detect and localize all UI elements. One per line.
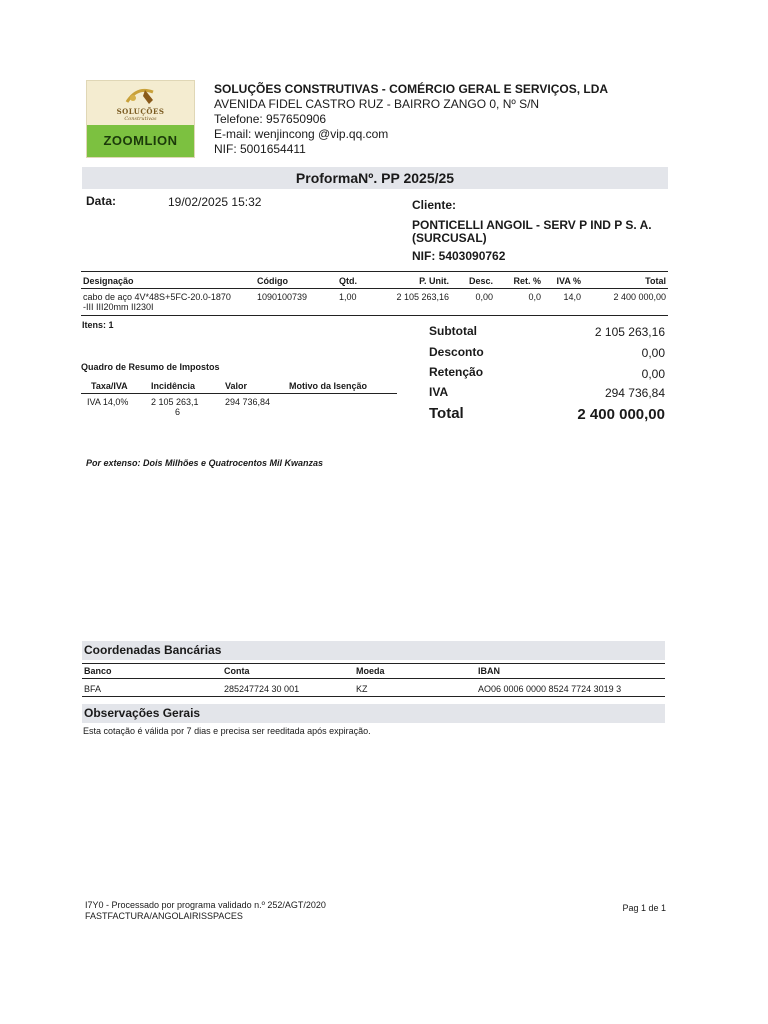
- company-phone: Telefone: 957650906: [214, 112, 327, 126]
- table-row: [81, 289, 668, 316]
- col-unit-price: P. Unit.: [383, 272, 451, 289]
- date-value: 19/02/2025 15:32: [168, 195, 262, 209]
- client-block: [412, 219, 652, 263]
- col-total: Total: [583, 272, 668, 289]
- item-designation-line1: cabo de aço 4V*48S+5FC-20.0-1870: [83, 292, 231, 302]
- vat-value: 294 736,84: [604, 386, 665, 400]
- logo-brand-text: SOLUÇÕES: [116, 107, 165, 116]
- bank-currency: KZ: [354, 679, 476, 697]
- col-retention: Ret. %: [495, 272, 543, 289]
- footer-processing-info: [85, 900, 326, 922]
- item-retention: 0,0: [495, 289, 543, 316]
- item-total: 2 400 000,00: [583, 289, 668, 316]
- items-table: [81, 271, 668, 316]
- col-tax-value: Valor: [221, 379, 285, 394]
- vat-label: IVA: [429, 385, 449, 399]
- page-number: Pag 1 de 1: [622, 903, 666, 913]
- tax-header-row: [81, 379, 397, 394]
- date-label: Data:: [86, 194, 117, 208]
- company-info: [214, 82, 608, 157]
- company-logo: [86, 80, 195, 158]
- client-name-line2: (SURCUSAL): [412, 231, 487, 245]
- item-code: 1090100739: [255, 289, 337, 316]
- bank-table: [82, 663, 665, 697]
- company-name: SOLUÇÕES CONSTRUTIVAS - COMÉRCIO GERAL E SERVIÇOS, LDA: [214, 82, 609, 96]
- tax-incidence-line2: 6: [175, 407, 181, 417]
- col-vat: IVA %: [543, 272, 583, 289]
- items-count: Itens: 1: [82, 320, 114, 330]
- company-nif: NIF: 5001654411: [214, 142, 306, 156]
- retention-label: Retenção: [429, 365, 484, 379]
- item-designation: [81, 289, 255, 316]
- tax-summary-table: [81, 379, 397, 420]
- subtotal-label: Subtotal: [429, 324, 477, 338]
- footer-line2: FASTFACTURA/ANGOLAIRISSPACES: [85, 911, 243, 921]
- tax-exemption-reason: [285, 394, 397, 421]
- item-unit-price: 2 105 263,16: [383, 289, 451, 316]
- items-header-row: [81, 272, 668, 289]
- bank-name: BFA: [82, 679, 222, 697]
- footer-line1: I7Y0 - Processado por programa validado n.º 252/AGT/2020: [85, 900, 326, 910]
- item-designation-line2: -III III20mm II230I: [83, 302, 154, 312]
- col-tax-rate: Taxa/IVA: [81, 379, 147, 394]
- col-code: Código: [255, 272, 337, 289]
- col-exemption-reason: Motivo da Isenção: [285, 379, 397, 394]
- client-name-line1: PONTICELLI ANGOIL - SERV P IND P S. A.: [412, 218, 652, 232]
- discount-label: Desconto: [429, 345, 484, 359]
- item-discount: 0,00: [451, 289, 495, 316]
- col-incidence: Incidência: [147, 379, 221, 394]
- subtotal-value: 2 105 263,16: [594, 325, 665, 339]
- item-qty: 1,00: [337, 289, 383, 316]
- col-bank: Banco: [82, 664, 222, 679]
- col-discount: Desc.: [451, 272, 495, 289]
- col-currency: Moeda: [354, 664, 476, 679]
- bank-section-title: Coordenadas Bancárias: [82, 641, 665, 660]
- bank-iban: AO06 0006 0000 8524 7724 3019 3: [476, 679, 665, 697]
- tax-rate: IVA 14,0%: [81, 394, 147, 421]
- observations-text: Esta cotação é válida por 7 dias e precisa ser reeditada após expiração.: [83, 726, 371, 736]
- col-qty: Qtd.: [337, 272, 383, 289]
- bank-account: 285247724 30 001: [222, 679, 354, 697]
- client-nif: NIF: 5403090762: [412, 249, 506, 263]
- document-title: ProformaNº. PP 2025/25: [82, 167, 668, 189]
- company-email: E-mail: wenjincong @vip.qq.com: [214, 127, 389, 141]
- col-account: Conta: [222, 664, 354, 679]
- logo-subtitle: Construtivas: [124, 116, 157, 122]
- tax-incidence: [147, 394, 221, 421]
- client-label: Cliente:: [412, 198, 457, 212]
- col-designation: Designação: [81, 272, 255, 289]
- col-iban: IBAN: [476, 664, 665, 679]
- company-address: AVENIDA FIDEL CASTRO RUZ - BAIRRO ZANGO 0, Nº S/N: [214, 97, 540, 111]
- bank-header-row: [82, 664, 665, 679]
- table-row: [82, 679, 665, 697]
- excavator-emblem-icon: [123, 84, 159, 108]
- tax-summary-title: Quadro de Resumo de Impostos: [81, 362, 220, 372]
- total-value: 2 400 000,00: [577, 406, 665, 423]
- observations-title: Observações Gerais: [82, 704, 665, 723]
- discount-value: 0,00: [641, 346, 665, 360]
- logo-bar-text: ZOOMLION: [87, 125, 194, 157]
- item-vat: 14,0: [543, 289, 583, 316]
- tax-value: 294 736,84: [221, 394, 285, 421]
- retention-value: 0,00: [641, 367, 665, 381]
- tax-incidence-line1: 2 105 263,1: [151, 397, 199, 407]
- table-row: [81, 394, 397, 421]
- amount-in-words: Por extenso: Dois Milhões e Quatrocentos Mil Kwanzas: [86, 458, 324, 468]
- total-label: Total: [429, 405, 464, 422]
